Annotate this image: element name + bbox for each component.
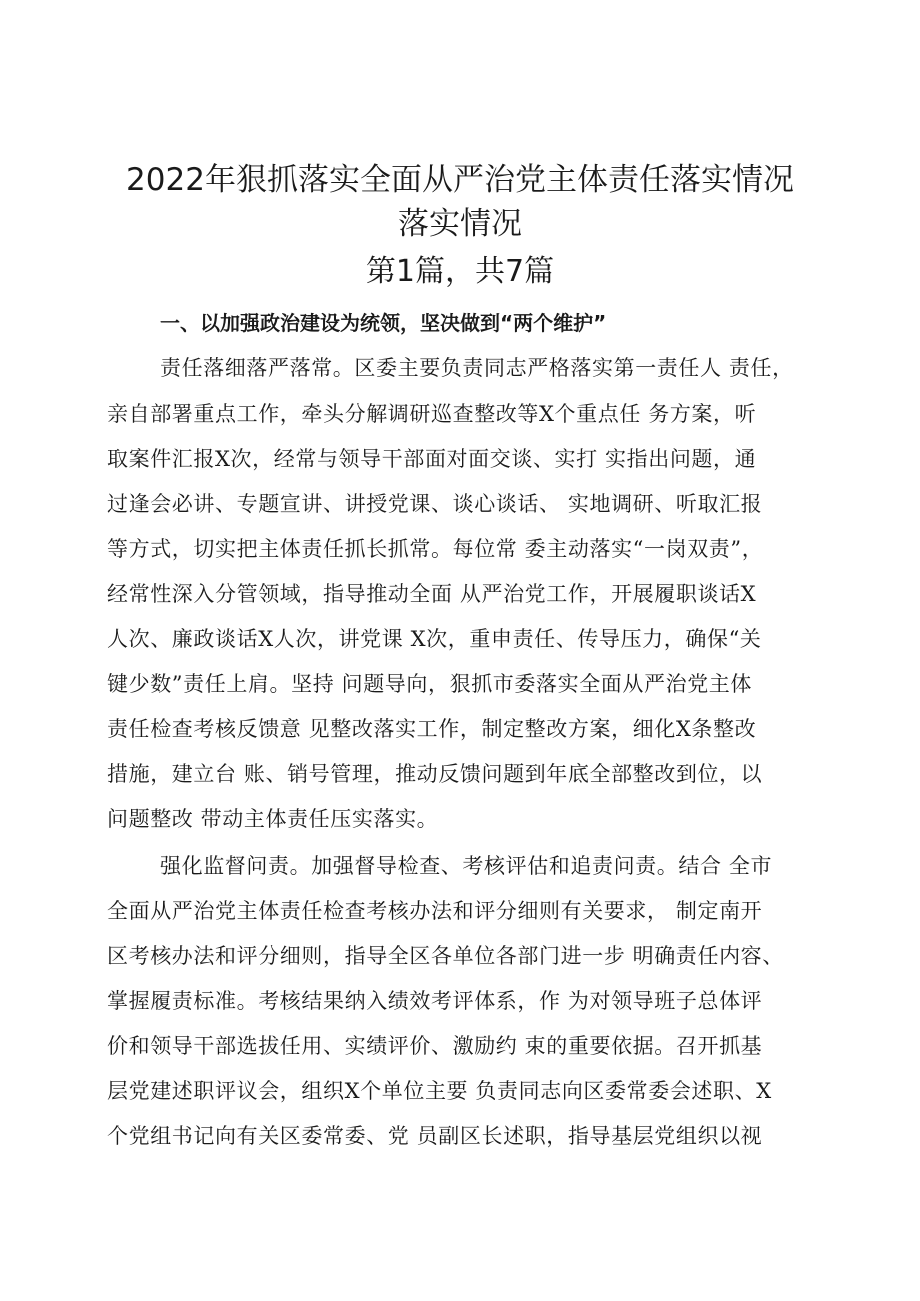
paragraph-line: 区考核办法和评分细则，指导全区各单位各部门进一步 明确责任内容、 (107, 944, 784, 968)
paragraph-line: 措施，建立台 账、销号管理，推动反馈问题到年底全部整改到位，以 (107, 762, 763, 786)
paragraph-line: 经常性深入分管领域，指导推动全面 从严治党工作，开展履职谈话X (107, 582, 757, 606)
paragraph-line: 等方式，切实把主体责任抓长抓常。每位常 委主动落实“一岗双责”， (107, 537, 764, 561)
paragraph-line: 责任检查考核反馈意 见整改落实工作，制定整改方案，细化X条整改 (107, 717, 757, 741)
paragraph-line: 人次、廉政谈话X人次，讲党课 X次，重申责任、传导压力，确保“关 (107, 627, 762, 651)
document-title-continued: 落实情况 (398, 206, 522, 242)
document-title: 2022年狠抓落实全面从严治党主体责任落实情况 (126, 162, 794, 198)
paragraph-line: 掌握履责标准。考核结果纳入绩效考评体系，作 为对领导班子总体评 (107, 989, 763, 1013)
paragraph-line: 层党建述职评议会，组织X个单位主要 负责同志向区委常委会述职、X (107, 1079, 772, 1103)
paragraph-line: 责任落细落严落常。区委主要负责同志严格落实第一责任人 责任， (160, 356, 794, 380)
section-heading: 一、以加强政治建设为统领，坚决做到“两个维护” (160, 311, 607, 335)
paragraph-line: 个党组书记向有关区委常委、党 员副区长述职，指导基层党组织以视 (107, 1124, 763, 1148)
paragraph-line: 价和领导干部选拔任用、实绩评价、激励约 束的重要依据。召开抓基 (107, 1034, 763, 1058)
paragraph-line: 键少数”责任上肩。坚持 问题导向，狠抓市委落实全面从严治党主体 (107, 672, 753, 696)
paragraph-line: 全面从严治党主体责任检查考核办法和评分细则有关要求， 制定南开 (107, 899, 763, 923)
paragraph-line: 强化监督问责。加强督导检查、考核评估和追责问责。结合 全市 (160, 854, 773, 878)
paragraph-line: 取案件汇报X次，经常与领导干部面对面交谈、实打 实指出问题，通 (107, 447, 757, 471)
document-part-indicator: 第1篇，共7篇 (365, 254, 555, 289)
paragraph-line: 过逢会必讲、专题宣讲、讲授党课、谈心谈话、 实地调研、听取汇报 (107, 492, 763, 516)
paragraph-line: 问题整改 带动主体责任压实落实。 (107, 807, 439, 831)
paragraph-line: 亲自部署重点工作，牵头分解调研巡查整改等X个重点任 务方案，听 (107, 402, 757, 426)
